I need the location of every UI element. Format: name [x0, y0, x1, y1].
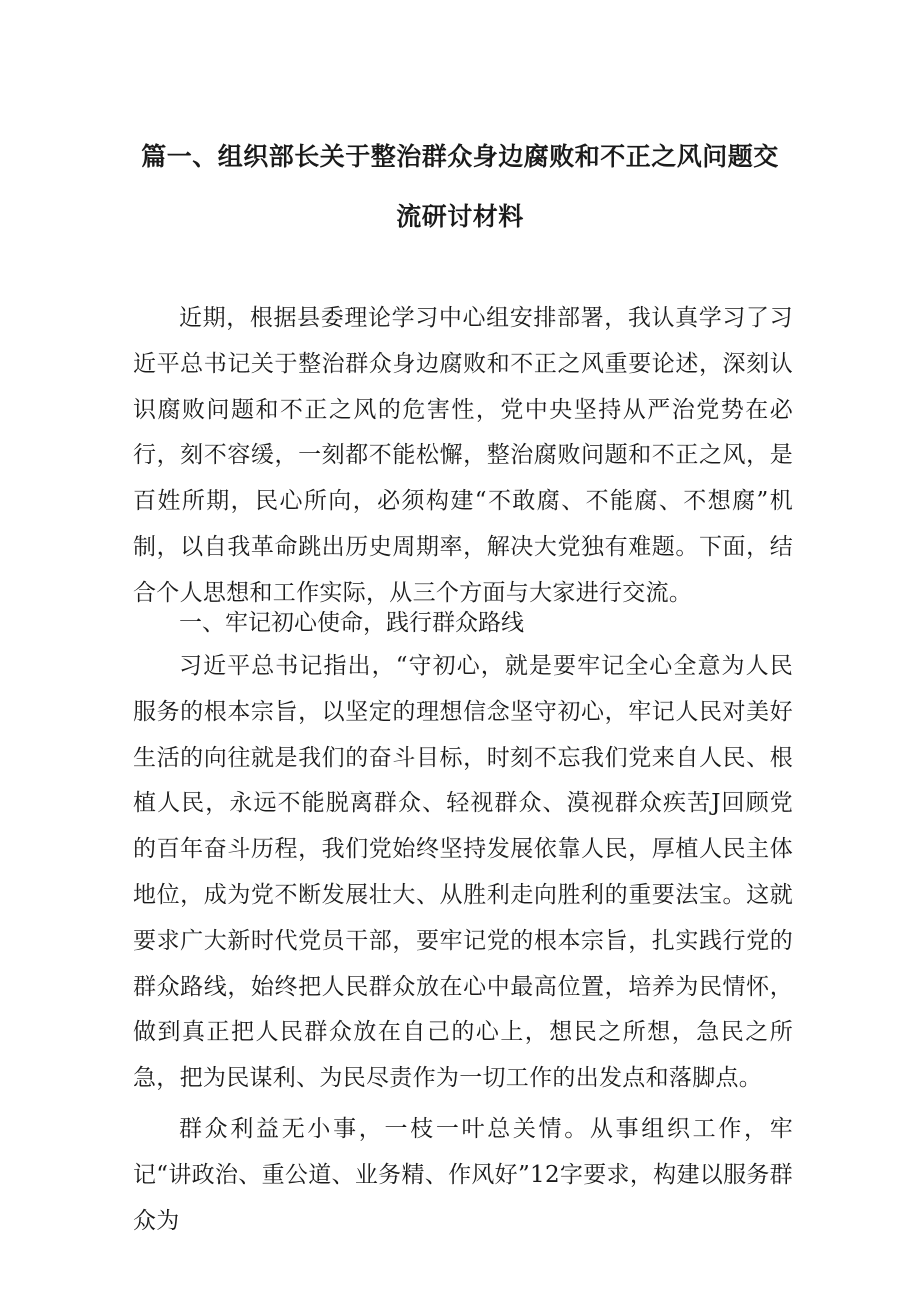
document-title-line-2: 流研讨材料	[396, 202, 524, 231]
paragraph-section-1-continued: 群众利益无小事，一枝一叶总关情。从事组织工作，牢记“讲政治、重公道、业务精、作风好”12字要求，构建以服务群众为	[133, 1116, 793, 1234]
document-title-line-1: 篇一、组织部长关于整治群众身边腐败和不正之风问题交	[141, 142, 779, 171]
paragraph-intro: 近期，根据县委理论学习中心组安排部署，我认真学习了习近平总书记关于整治群众身边腐败和不正之风重要论述，深刻认识腐败问题和不正之风的危害性，党中央坚持从严治党势在必行，刻不容缓，一刻都不能松懈，整治腐败问题和不正之风，是百姓所期，民心所向，必须构建“不敢腐、不能腐、不想腐”机制，以自我革命跳出历史周期率，解决大党独有难题。下面，结合个人思想和工作实际，从三个方面与大家进行交流。	[133, 305, 793, 606]
paragraph-section-1: 习近平总书记指出，“守初心，就是要牢记全心全意为人民服务的根本宗旨，以坚定的理想信念坚守初心，牢记人民对美好生活的向往就是我们的奋斗目标，时刻不忘我们党来自人民、根植人民，永远不能脱离群众、轻视群众、漠视群众疾苦J回顾党的百年奋斗历程，我们党始终坚持发展依靠人民，厚植人民主体地位，成为党不断发展壮大、从胜利走向胜利的重要法宝。这就要求广大新时代党员干部，要牢记党的根本宗旨，扎实践行党的群众路线，始终把人民群众放在心中最高位置，培养为民情怀，做到真正把人民群众放在自己的心上，想民之所想，急民之所急，把为民谋利、为民尽责作为一切工作的出发点和落脚点。	[133, 653, 793, 1092]
section-heading-1: 一、牢记初心使命，践行群众路线	[179, 610, 524, 636]
